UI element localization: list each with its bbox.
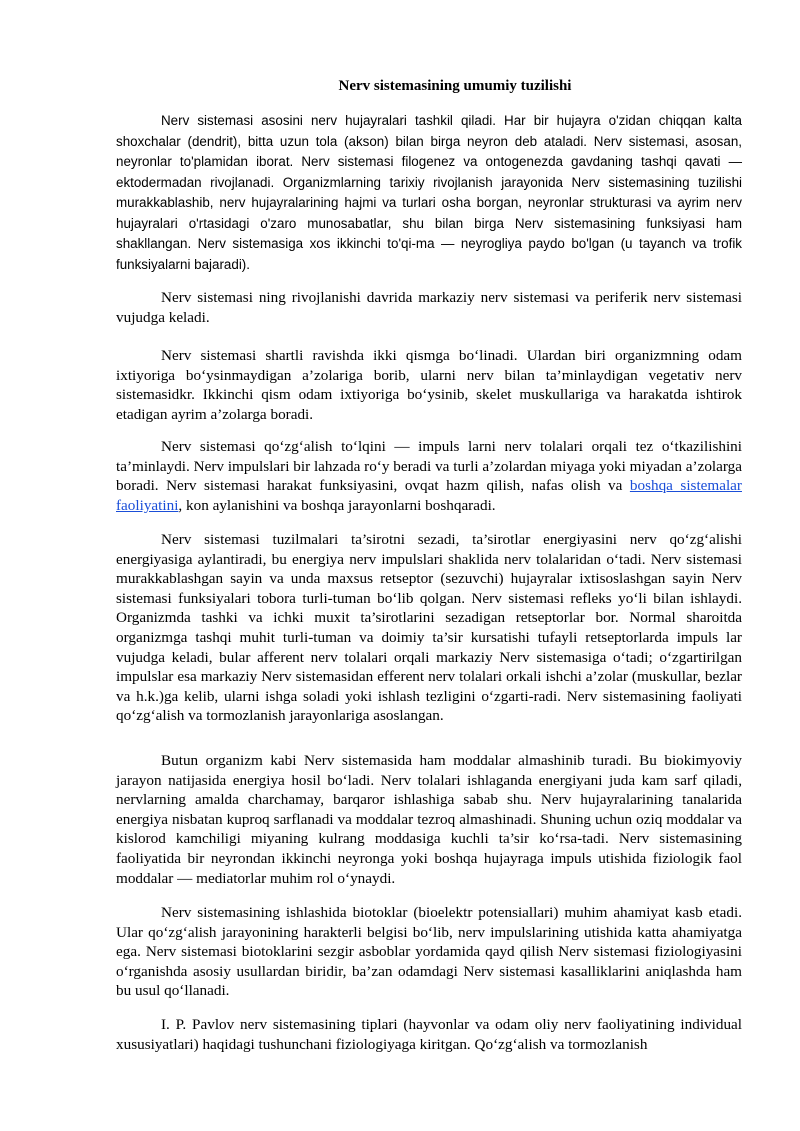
paragraph-7: Nerv sistemasining ishlashida biotoklar (bioelektr potensiallari) muhim ahamiyat kasb etadi. Ular qo‘zg‘alish jarayonining harakterli belgisi bo‘lib, nerv impulslarining utishida katta ahamiyatga ega. Nerv sistemasi biotoklarini sezgir asboblar yordamida qayd qilish Nerv sistemasi fiziologiyasini o‘rganishda asosiy usullardan biridir, ba’zan odamdagi Nerv sistemasi kasalliklarini aniqlashda ham bu usul qo‘llanadi. xyxy=(116,904,742,1000)
paragraph-3: Nerv sistemasi shartli ravishda ikki qismga bo‘linadi. Ulardan biri organizmning odam ixtiyoriga bo‘ysinmaydigan a’zolariga borib, ularni nerv bilan ta’minlaydigan vegetativ nerv sistemasidkr. Ikkinchi qism odam ixtiyoriga bo‘ysinib, skelet muskullariga va harakatda ishtirok etadigan ayrim a’zolarga boradi. xyxy=(116,347,742,423)
paragraph-4-text-start: Nerv sistemasi qo‘zg‘alish to‘lqini — impuls larni nerv tolalari orqali tez o‘tkazilishini ta’minlaydi. Nerv impulslari bir lahzada ro‘y beradi va turli a’zolardan miyaga yoki miyadan a’zolarga boradi. Nerv sistemasi harakat funksiyasini, ovqat hazm qilish, nafas olish va xyxy=(116,438,742,495)
paragraph-1: Nerv sistemasi asosini nerv hujayralari tashkil qiladi. Har bir hujayra o'zidan chiqqan kalta shoxchalar (dendrit), bitta uzun tola (akson) bilan birga neyron deb ataladi. Nerv sistemasi, asosan, neyronlar to'plamidan iborat. Nerv sistemasi filogenez va ontogenezda gavdaning tashqi qavati — ektodermadan rivojlanadi. Organizmlarning tarixiy rivojlanish jarayonida Nerv sistemasining tuzilishi murakkablashib, nerv hujayralarining hajmi va turlari osha borgan, neyronlar strukturasi va ayrim nerv hujayralari o'rtasidagi o'zaro munosabatlar, shu bilan birga Nerv sistemasining funksiyasi ham shakllangan. Nerv sistemasiga xos ikkinchi to'qi-ma — neyrogliya paydo bo'lgan (u tayanch va trofik funksiyalarni bajaradi). xyxy=(116,113,742,272)
paragraph-4-text-end: , kon aylanishini va boshqa jarayonlarni boshqaradi. xyxy=(178,496,496,514)
paragraph-2: Nerv sistemasi ning rivojlanishi davrida markaziy nerv sistemasi va periferik nerv sistemasi vujudga keladi. xyxy=(116,289,742,326)
paragraph-8: I. P. Pavlov nerv sistemasining tiplari (hayvonlar va odam oliy nerv faoliyatining individual xususiyatlari) haqidagi tushunchani fiziologiyaga kiritgan. Qo‘zg‘alish va tormozlanish xyxy=(116,1016,742,1053)
boshqa-sistemalar-link[interactable]: boshqa sistemalar faoliyatini xyxy=(116,477,742,514)
paragraph-4 xyxy=(116,437,742,515)
document-title: Nerv sistemasining umumiy tuzilishi xyxy=(338,78,572,94)
paragraph-6: Butun organizm kabi Nerv sistemasida ham moddalar almashinib turadi. Bu biokimyoviy jarayon natijasida energiya hosil bo‘ladi. Nerv tolalari ishlaganda energiyani juda kam sarf qiladi, nervlarning amalda charchamay, barqaror ishlashiga sabab shu. Nerv hujayralarining tanalarida energiya nisbatan kuproq sarflanadi va moddalar tezroq almashinadi. Shuning uchun oziq moddalar va kislorod kamchiligi miyaning kulrang moddasiga kuchli ta’sir ko‘rsa-tadi. Nerv sistemasining faoliyatida bir neyrondan ikkinchi neyronga yoki boshqa hujayraga impuls utishida fiziologik faol moddalar — mediatorlar muhim rol o‘ynaydi. xyxy=(116,752,742,887)
paragraph-5: Nerv sistemasi tuzilmalari ta’sirotni sezadi, ta’sirotlar energiyasini nerv qo‘zg‘alishi energiyasiga aylantiradi, bu energiya nerv impulslari shaklida nerv tolalaridan o‘tadi. Nerv sistemasi murakkablashgan sayin va unda maxsus retseptor (sezuvchi) hujayralar ixtisoslashgan sayin Nerv sistemasi funksiyalari tobora turli-tuman bo‘lib qolgan. Nerv sistemasi refleks yo‘li bilan ishlaydi. Organizmda tashki va ichki muxit ta’sirotlarini sezadigan retseptorlar bor. Normal sharoitda organizmga tashqi muhit turli-tuman va doimiy ta’sir kursatishi tufayli retseptorlarda impuls lar vujudga keladi, bular afferent nerv tolalari orqali markaziy Nerv sistemasiga o‘tadi; o‘zgartirilgan impulslar esa markaziy Nerv sistemasidan efferent nerv tolalari orkali ishchi a’zolar (muskullar, bezlar va h.k.)ga kelib, ularni ishga soladi yoki ishlash tezligini o‘zgarti-radi. Nerv sistemasining faoliyati qo‘zg‘alish va tormozlanish jarayonlariga asoslangan. xyxy=(116,531,742,725)
